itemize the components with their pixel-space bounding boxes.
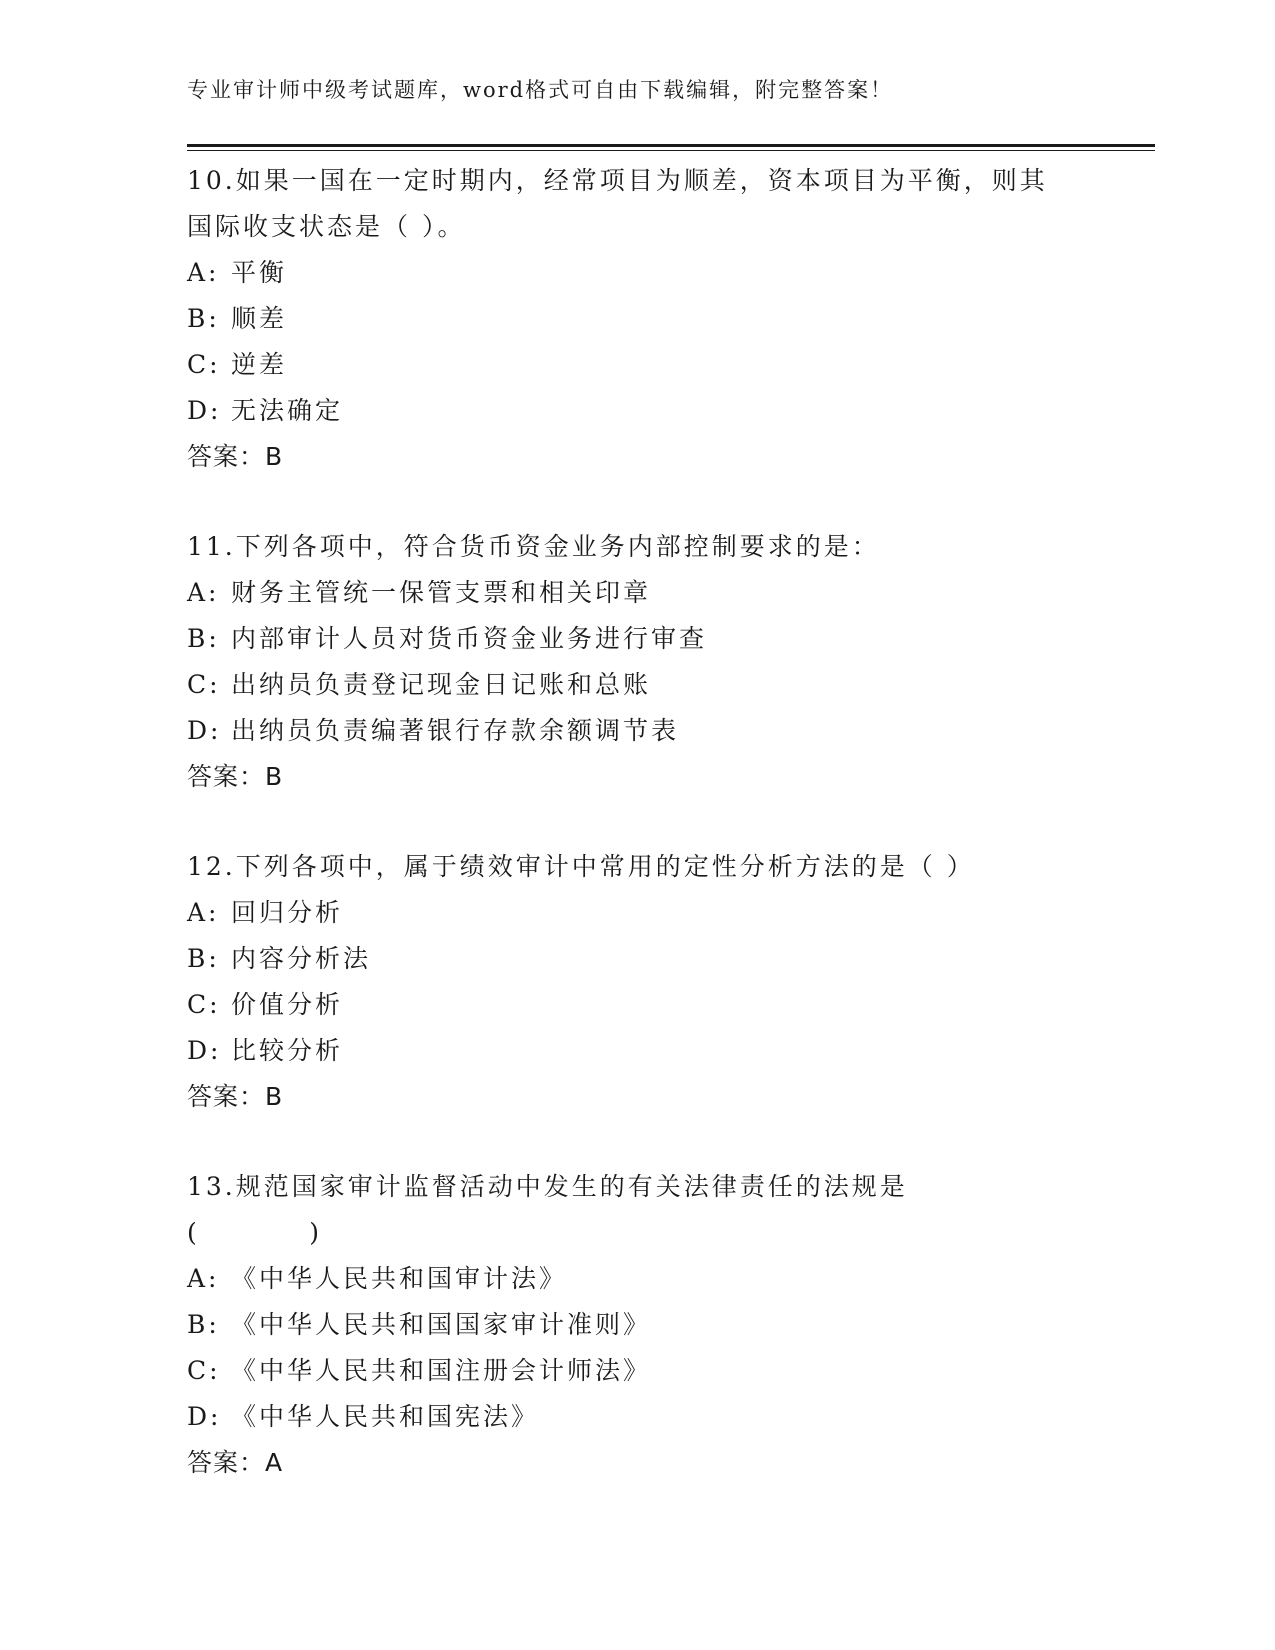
option-key: D: (187, 1036, 222, 1065)
option-text: 《中华人民共和国国家审计准则》 (231, 1310, 652, 1339)
option-b (187, 296, 1087, 342)
option-key: B: (187, 304, 220, 333)
option-c (187, 342, 1087, 388)
option-key: A: (187, 258, 220, 287)
option-text: 内部审计人员对货币资金业务进行审查 (231, 624, 708, 653)
option-d (187, 708, 1087, 754)
answer: 答案：A (187, 1448, 284, 1477)
page-header: 专业审计师中级考试题库，word格式可自由下载编辑，附完整答案！ (187, 78, 894, 102)
question-stem: 13.规范国家审计监督活动中发生的有关法律责任的法规是 (187, 1172, 908, 1201)
header-rule-thick (187, 144, 1155, 147)
option-c (187, 1348, 1087, 1394)
question-10 (187, 158, 1087, 480)
option-b (187, 936, 1087, 982)
option-c (187, 662, 1087, 708)
option-key: B: (187, 624, 220, 653)
option-d (187, 1028, 1087, 1074)
option-text: 无法确定 (231, 396, 344, 425)
answer: 答案：B (187, 442, 284, 471)
option-text: 财务主管统一保管支票和相关印章 (231, 578, 652, 607)
question-list (187, 158, 1087, 1530)
option-text: 逆差 (231, 350, 288, 379)
option-key: C: (187, 350, 221, 379)
option-text: 顺差 (231, 304, 288, 333)
option-b (187, 1302, 1087, 1348)
option-key: D: (187, 396, 222, 425)
option-text: 出纳员负责编著银行存款余额调节表 (231, 716, 680, 745)
option-key: C: (187, 990, 221, 1019)
option-text: 《中华人民共和国审计法》 (231, 1264, 568, 1293)
option-text: 回归分析 (231, 898, 344, 927)
option-c (187, 982, 1087, 1028)
question-stem: 12.下列各项中，属于绩效审计中常用的定性分析方法的是（ ） (187, 852, 975, 881)
question-stem: 国际收支状态是（ ）。 (187, 212, 466, 241)
question-13 (187, 1164, 1087, 1486)
option-b (187, 616, 1087, 662)
option-key: D: (187, 716, 222, 745)
question-stem: 10.如果一国在一定时期内，经常项目为顺差，资本项目为平衡，则其 (187, 166, 1048, 195)
option-a (187, 1256, 1087, 1302)
option-key: D: (187, 1402, 222, 1431)
question-stem: ( ) (187, 1218, 322, 1247)
option-key: C: (187, 1356, 221, 1385)
question-stem: 11.下列各项中，符合货币资金业务内部控制要求的是： (187, 532, 880, 561)
option-text: 比较分析 (231, 1036, 344, 1065)
option-key: B: (187, 944, 220, 973)
option-text: 《中华人民共和国宪法》 (231, 1402, 540, 1431)
option-key: A: (187, 1264, 220, 1293)
option-a (187, 250, 1087, 296)
option-text: 价值分析 (231, 990, 344, 1019)
option-text: 内容分析法 (231, 944, 372, 973)
option-d (187, 388, 1087, 434)
option-key: B: (187, 1310, 220, 1339)
option-key: A: (187, 578, 220, 607)
question-11 (187, 524, 1087, 800)
option-key: A: (187, 898, 220, 927)
option-text: 《中华人民共和国注册会计师法》 (231, 1356, 652, 1385)
option-a (187, 890, 1087, 936)
option-text: 平衡 (231, 258, 288, 287)
option-key: C: (187, 670, 221, 699)
answer: 答案：B (187, 762, 284, 791)
question-12 (187, 844, 1087, 1120)
answer: 答案：B (187, 1082, 284, 1111)
option-d (187, 1394, 1087, 1440)
header-rule-thin (187, 150, 1155, 151)
option-text: 出纳员负责登记现金日记账和总账 (231, 670, 652, 699)
option-a (187, 570, 1087, 616)
